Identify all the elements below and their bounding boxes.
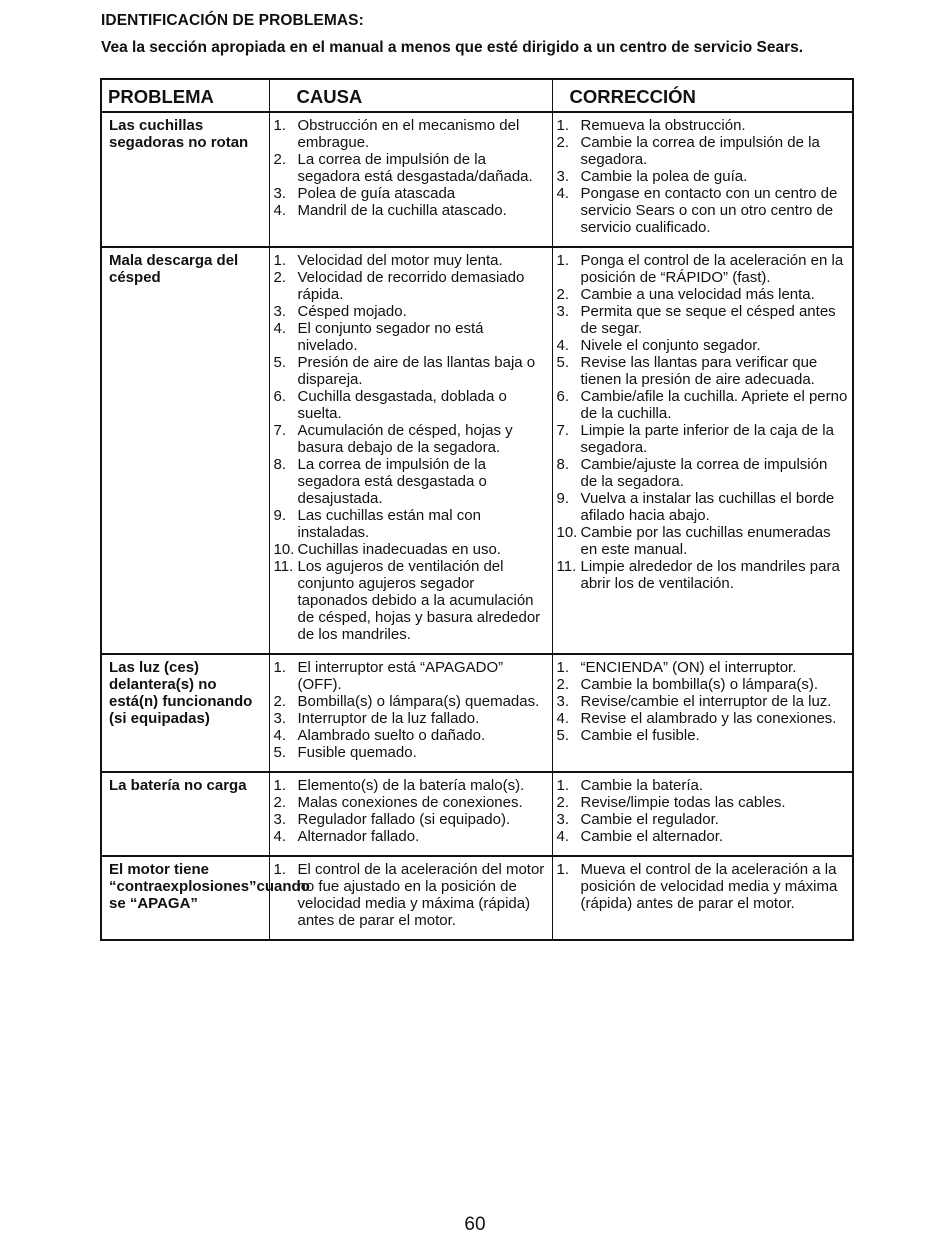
correction-item-number: 1. xyxy=(556,861,570,878)
cause-item-number: 4. xyxy=(273,202,287,219)
correction-item-number: 4. xyxy=(556,337,570,354)
correction-item xyxy=(557,422,849,456)
cause-item-text: El interruptor está “APAGADO” (OFF). xyxy=(297,659,504,693)
cause-item xyxy=(274,252,548,269)
correction-item xyxy=(557,524,849,558)
correction-item-number: 2. xyxy=(556,676,570,693)
correction-item xyxy=(557,117,849,134)
correction-item-number: 2. xyxy=(556,286,570,303)
correction-item-text: Ponga el control de la aceleración en la posición de “RÁPIDO” (fast). xyxy=(580,252,844,286)
cause-list xyxy=(274,861,548,929)
correction-item xyxy=(557,337,849,354)
cause-item xyxy=(274,117,548,151)
cause-item-number: 7. xyxy=(273,422,287,439)
correction-item xyxy=(557,659,849,676)
problem-label: Mala descarga del césped xyxy=(109,252,239,286)
correction-item xyxy=(557,354,849,388)
cause-item-text: Césped mojado. xyxy=(297,303,407,320)
cause-item-number: 8. xyxy=(273,456,287,473)
cause-item-number: 6. xyxy=(273,388,287,405)
cause-cell xyxy=(269,654,552,772)
cause-item xyxy=(274,354,548,388)
cause-item-text: Alambrado suelto o dañado. xyxy=(297,727,486,744)
correction-item xyxy=(557,456,849,490)
cause-item-text: El control de la aceleración del motor no fue ajustado en la posición de velocidad media y máxima (rápida) antes de parar el motor. xyxy=(297,861,545,929)
correction-item-text: Cambie la bombilla(s) o lámpara(s). xyxy=(580,676,819,693)
correction-item-number: 2. xyxy=(556,134,570,151)
cause-item xyxy=(274,727,548,744)
correction-item-text: Permita que se seque el césped antes de segar. xyxy=(580,303,836,337)
correction-item-number: 10. xyxy=(556,524,578,541)
correction-item-number: 2. xyxy=(556,794,570,811)
correction-cell xyxy=(552,856,853,940)
correction-cell xyxy=(552,247,853,654)
cause-item-text: Polea de guía atascada xyxy=(297,185,456,202)
cause-item xyxy=(274,828,548,845)
problem-cell xyxy=(101,247,269,654)
cause-item xyxy=(274,388,548,422)
cause-item-text: La correa de impulsión de la segadora está desgastada o desajustada. xyxy=(297,456,487,507)
cause-item-number: 5. xyxy=(273,744,287,761)
cause-item-text: La correa de impulsión de la segadora está desgastada/dañada. xyxy=(297,151,533,185)
correction-item-number: 4. xyxy=(556,185,570,202)
cause-item-number: 3. xyxy=(273,185,287,202)
correction-item-text: Revise/cambie el interruptor de la luz. xyxy=(580,693,832,710)
correction-item-text: Limpie alrededor de los mandriles para abrir los de ventilación. xyxy=(580,558,840,592)
correction-cell xyxy=(552,772,853,856)
correction-item-text: Cambie/ajuste la correa de impulsión de la segadora. xyxy=(580,456,828,490)
cause-item-number: 3. xyxy=(273,710,287,727)
intro-text: Vea la sección apropiada en el manual a menos que esté dirigido a un centro de servicio Sears. xyxy=(101,39,804,56)
correction-item-number: 6. xyxy=(556,388,570,405)
cause-item-number: 2. xyxy=(273,693,287,710)
cause-item-text: Cuchillas inadecuadas en uso. xyxy=(297,541,501,558)
correction-cell xyxy=(552,112,853,247)
cause-item-text: Velocidad de recorrido demasiado rápida. xyxy=(297,269,525,303)
cause-item-number: 2. xyxy=(273,151,287,168)
correction-cell xyxy=(552,654,853,772)
cause-item xyxy=(274,202,548,219)
cause-item xyxy=(274,558,548,643)
header-cause: CAUSA xyxy=(269,79,552,112)
correction-item-number: 7. xyxy=(556,422,570,439)
cause-item-number: 1. xyxy=(273,117,287,134)
correction-item-number: 3. xyxy=(556,168,570,185)
cause-item-number: 2. xyxy=(273,794,287,811)
correction-item-number: 1. xyxy=(556,777,570,794)
cause-cell xyxy=(269,856,552,940)
correction-item-text: Revise el alambrado y las conexiones. xyxy=(580,710,837,727)
table-header-row xyxy=(101,79,853,112)
correction-item xyxy=(557,710,849,727)
correction-item-number: 9. xyxy=(556,490,570,507)
correction-item-text: Cambie el regulador. xyxy=(580,811,719,828)
correction-item-number: 1. xyxy=(556,252,570,269)
cause-cell xyxy=(269,247,552,654)
table-row xyxy=(101,772,853,856)
correction-list xyxy=(557,252,849,592)
correction-list xyxy=(557,777,849,845)
correction-item xyxy=(557,777,849,794)
cause-item xyxy=(274,794,548,811)
correction-item xyxy=(557,676,849,693)
correction-item xyxy=(557,185,849,236)
correction-item-number: 5. xyxy=(556,354,570,371)
correction-item-number: 8. xyxy=(556,456,570,473)
correction-item-number: 1. xyxy=(556,117,570,134)
problem-label: El motor tiene “contraexplosiones”cuando se “APAGA” xyxy=(109,861,310,912)
cause-item-text: Bombilla(s) o lámpara(s) quemadas. xyxy=(297,693,540,710)
cause-item-text: Alternador fallado. xyxy=(297,828,420,845)
correction-item-text: Pongase en contacto con un centro de servicio Sears o con un otro centro de servicio cualificado. xyxy=(580,185,838,236)
correction-item-number: 3. xyxy=(556,811,570,828)
cause-item-text: Mandril de la cuchilla atascado. xyxy=(297,202,507,219)
page-number: 60 xyxy=(464,1214,486,1235)
cause-item-text: Fusible quemado. xyxy=(297,744,417,761)
cause-item xyxy=(274,151,548,185)
correction-item-text: Revise/limpie todas las cables. xyxy=(580,794,786,811)
correction-item xyxy=(557,794,849,811)
cause-item-number: 4. xyxy=(273,727,287,744)
table-row xyxy=(101,654,853,772)
correction-item xyxy=(557,558,849,592)
correction-item-number: 3. xyxy=(556,693,570,710)
correction-item-text: Limpie la parte inferior de la caja de la segadora. xyxy=(580,422,834,456)
table-row xyxy=(101,112,853,247)
cause-item xyxy=(274,710,548,727)
correction-item xyxy=(557,811,849,828)
troubleshooting-table xyxy=(100,78,854,941)
cause-item-number: 1. xyxy=(273,659,287,676)
correction-item-number: 5. xyxy=(556,727,570,744)
correction-item-number: 1. xyxy=(556,659,570,676)
cause-item xyxy=(274,456,548,507)
cause-item-number: 5. xyxy=(273,354,287,371)
problem-label: La batería no carga xyxy=(109,777,247,794)
cause-list xyxy=(274,252,548,643)
correction-item-text: Mueva el control de la aceleración a la posición de velocidad media y máxima (rápida) antes de parar el motor. xyxy=(580,861,838,912)
cause-item xyxy=(274,422,548,456)
problem-cell xyxy=(101,856,310,940)
cause-item xyxy=(274,269,548,303)
cause-item-number: 1. xyxy=(273,861,287,878)
cause-item-text: El conjunto segador no está nivelado. xyxy=(297,320,484,354)
cause-item xyxy=(274,777,548,794)
cause-item-text: Cuchilla desgastada, doblada o suelta. xyxy=(297,388,507,422)
correction-item-text: Cambie el fusible. xyxy=(580,727,700,744)
cause-item xyxy=(274,507,548,541)
correction-item xyxy=(557,168,849,185)
correction-item xyxy=(557,303,849,337)
cause-item xyxy=(274,303,548,320)
correction-item-number: 4. xyxy=(556,710,570,727)
cause-item xyxy=(274,320,548,354)
cause-item xyxy=(274,541,548,558)
correction-item-text: Vuelva a instalar las cuchillas el borde afilado hacia abajo. xyxy=(580,490,835,524)
cause-item xyxy=(274,861,548,929)
cause-item-text: Acumulación de césped, hojas y basura debajo de la segadora. xyxy=(297,422,513,456)
correction-item xyxy=(557,727,849,744)
header-problem: PROBLEMA xyxy=(101,79,269,112)
cause-item-text: Elemento(s) de la batería malo(s). xyxy=(297,777,525,794)
cause-item-number: 4. xyxy=(273,828,287,845)
correction-item xyxy=(557,490,849,524)
correction-item-text: Cambie a una velocidad más lenta. xyxy=(580,286,815,303)
correction-item xyxy=(557,286,849,303)
cause-item-number: 1. xyxy=(273,252,287,269)
cause-item-text: Los agujeros de ventilación del conjunto agujeros segador taponados debido a la acumulación de césped, hojas y basura alrededor de los mandriles. xyxy=(297,558,541,643)
correction-item xyxy=(557,693,849,710)
correction-list xyxy=(557,861,849,912)
correction-item xyxy=(557,828,849,845)
problem-cell xyxy=(101,112,269,247)
problem-cell xyxy=(101,772,269,856)
cause-item-text: Presión de aire de las llantas baja o dispareja. xyxy=(297,354,536,388)
correction-item-text: Revise las llantas para verificar que tienen la presión de aire adecuada. xyxy=(580,354,818,388)
correction-item-text: “ENCIENDA” (ON) el interruptor. xyxy=(580,659,797,676)
correction-item xyxy=(557,861,849,912)
correction-item-text: Cambie la batería. xyxy=(580,777,704,794)
correction-item-text: Cambie/afile la cuchilla. Apriete el perno de la cuchilla. xyxy=(580,388,848,422)
cause-item-number: 11. xyxy=(273,558,294,575)
correction-item-number: 4. xyxy=(556,828,570,845)
problem-label: Las cuchillas segadoras no rotan xyxy=(109,117,249,151)
correction-item-text: Nivele el conjunto segador. xyxy=(580,337,761,354)
correction-item-text: Cambie la polea de guía. xyxy=(580,168,748,185)
cause-item-text: Velocidad del motor muy lenta. xyxy=(297,252,503,269)
cause-item xyxy=(274,185,548,202)
problem-cell xyxy=(101,654,269,772)
page-title: IDENTIFICACIÓN DE PROBLEMAS: xyxy=(101,12,364,29)
cause-list xyxy=(274,659,548,761)
cause-item-number: 10. xyxy=(273,541,295,558)
correction-list xyxy=(557,659,849,744)
table-row xyxy=(101,247,853,654)
cause-item-text: Las cuchillas están mal con instaladas. xyxy=(297,507,481,541)
cause-item xyxy=(274,659,548,693)
cause-item-number: 3. xyxy=(273,811,287,828)
cause-item-number: 4. xyxy=(273,320,287,337)
cause-item-text: Obstrucción en el mecanismo del embrague. xyxy=(297,117,520,151)
correction-item-number: 11. xyxy=(556,558,577,575)
problem-label: Las luz (ces) delantera(s) no está(n) funcionando (si equipadas) xyxy=(109,659,253,727)
cause-item-text: Interruptor de la luz fallado. xyxy=(297,710,480,727)
cause-cell xyxy=(269,112,552,247)
cause-item-number: 1. xyxy=(273,777,287,794)
cause-item xyxy=(274,744,548,761)
header-correction: CORRECCIÓN xyxy=(552,79,853,112)
cause-item xyxy=(274,693,548,710)
correction-item-text: Cambie el alternador. xyxy=(580,828,724,845)
cause-item xyxy=(274,811,548,828)
cause-item-number: 2. xyxy=(273,269,287,286)
correction-item-text: Cambie por las cuchillas enumeradas en este manual. xyxy=(580,524,831,558)
correction-item-text: Remueva la obstrucción. xyxy=(580,117,746,134)
cause-item-text: Malas conexiones de conexiones. xyxy=(297,794,523,811)
correction-item-text: Cambie la correa de impulsión de la segadora. xyxy=(580,134,820,168)
cause-item-number: 9. xyxy=(273,507,287,524)
cause-cell xyxy=(269,772,552,856)
cause-item-text: Regulador fallado (si equipado). xyxy=(297,811,511,828)
cause-item-number: 3. xyxy=(273,303,287,320)
correction-item xyxy=(557,252,849,286)
cause-list xyxy=(274,117,548,219)
correction-item xyxy=(557,388,849,422)
table-row xyxy=(101,856,853,940)
correction-list xyxy=(557,117,849,236)
correction-item xyxy=(557,134,849,168)
correction-item-number: 3. xyxy=(556,303,570,320)
cause-list xyxy=(274,777,548,845)
